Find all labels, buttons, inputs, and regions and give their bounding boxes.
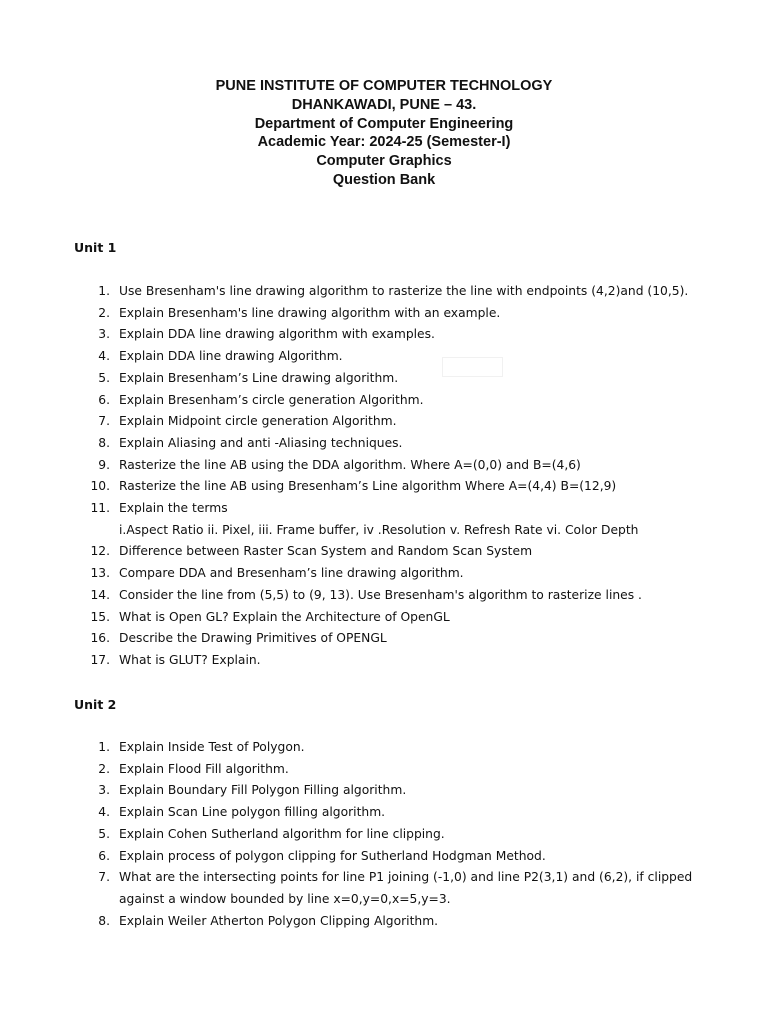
academic-year: Academic Year: 2024-25 (Semester-I)	[257, 134, 511, 151]
question-text: Explain Aliasing and anti -Aliasing techniques.	[119, 435, 403, 450]
question-number: 6.	[98, 392, 110, 407]
question-text: Explain Bresenham’s Line drawing algorithm.	[119, 370, 399, 385]
question-text: Describe the Drawing Primitives of OPENGL	[119, 631, 387, 646]
question-text: Explain process of polygon clipping for Sutherland Hodgman Method.	[119, 848, 546, 863]
question-text: Explain the terms	[119, 501, 228, 516]
question-number: 2.	[98, 305, 110, 320]
institute-name: PUNE INSTITUTE OF COMPUTER TECHNOLOGY	[215, 78, 553, 94]
question-item	[0, 541, 768, 563]
question-number: 13.	[90, 566, 110, 581]
empty-text-box	[442, 357, 503, 377]
question-text: Explain Midpoint circle generation Algorithm.	[119, 414, 397, 429]
question-text: Explain DDA line drawing Algorithm.	[119, 349, 343, 364]
question-number: 5.	[98, 370, 110, 385]
question-item	[0, 498, 768, 541]
department-name: Department of Computer Engineering	[254, 115, 514, 132]
question-text: Explain Bresenham's line drawing algorithm with an example.	[119, 305, 501, 320]
question-item	[0, 411, 768, 433]
subject-name: Computer Graphics	[316, 153, 452, 170]
question-number: 3.	[98, 783, 110, 798]
question-number: 15.	[90, 609, 110, 624]
question-item	[0, 846, 768, 868]
question-item	[0, 607, 768, 629]
question-subtext: against a window bounded by line x=0,y=0,x=5,y=3.	[119, 891, 451, 906]
question-text: What is Open GL? Explain the Architecture of OpenGL	[119, 609, 450, 624]
question-item	[0, 759, 768, 781]
question-number: 12.	[90, 544, 110, 559]
question-number: 5.	[98, 826, 110, 841]
question-item	[0, 563, 768, 585]
question-subtext: i.Aspect Ratio ii. Pixel, iii. Frame buffer, iv .Resolution v. Refresh Rate vi. Color Depth	[119, 522, 639, 537]
question-number: 10.	[90, 479, 110, 494]
question-number: 17.	[90, 652, 110, 667]
question-number: 14.	[90, 587, 110, 602]
question-text: Explain Bresenham’s circle generation Algorithm.	[119, 392, 424, 407]
institute-address: DHANKAWADI, PUNE – 43.	[291, 96, 477, 113]
question-item	[0, 650, 768, 672]
question-item	[0, 433, 768, 455]
question-text: Explain DDA line drawing algorithm with examples.	[119, 327, 435, 342]
question-item	[0, 476, 768, 498]
question-text: What are the intersecting points for line P1 joining (-1,0) and line P2(3,1) and (6,2), if clipped	[119, 870, 693, 885]
question-number: 7.	[98, 414, 110, 429]
question-item	[0, 455, 768, 477]
question-item	[0, 390, 768, 412]
question-item	[0, 780, 768, 802]
question-number: 9.	[98, 457, 110, 472]
question-item	[0, 368, 768, 390]
unit-2-heading: Unit 2	[74, 697, 117, 712]
question-item	[0, 346, 768, 368]
question-item	[0, 281, 768, 303]
question-text: Explain Inside Test of Polygon.	[119, 740, 305, 754]
question-item	[0, 867, 768, 910]
question-item	[0, 737, 768, 759]
question-number: 1.	[98, 740, 110, 754]
question-text: Consider the line from (5,5) to (9, 13). Use Bresenham's algorithm to rasterize lines .	[119, 587, 642, 602]
question-text: Rasterize the line AB using Bresenham’s Line algorithm Where A=(4,4) B=(12,9)	[119, 479, 617, 494]
question-text: Difference between Raster Scan System and Random Scan System	[119, 544, 533, 559]
unit-1-heading: Unit 1	[74, 240, 117, 255]
question-text: Explain Boundary Fill Polygon Filling algorithm.	[119, 783, 407, 798]
question-number: 3.	[98, 327, 110, 342]
unit-1-question-list	[0, 281, 768, 672]
question-item	[0, 802, 768, 824]
unit-2-question-list	[0, 737, 768, 932]
question-item	[0, 911, 768, 933]
question-text: Explain Scan Line polygon filling algorithm.	[119, 805, 386, 820]
question-number: 8.	[98, 913, 110, 928]
question-number: 4.	[98, 349, 110, 364]
question-number: 8.	[98, 435, 110, 450]
question-text: Use Bresenham's line drawing algorithm to rasterize the line with endpoints (4,2)and (10,5).	[119, 284, 689, 298]
question-item	[0, 628, 768, 650]
question-number: 6.	[98, 848, 110, 863]
question-number: 4.	[98, 805, 110, 820]
question-number: 2.	[98, 761, 110, 776]
question-item	[0, 303, 768, 325]
question-item	[0, 324, 768, 346]
document-title: Question Bank	[332, 171, 436, 188]
question-text: Explain Weiler Atherton Polygon Clipping Algorithm.	[119, 913, 439, 928]
question-text: Rasterize the line AB using the DDA algorithm. Where A=(0,0) and B=(4,6)	[119, 457, 581, 472]
question-number: 16.	[90, 631, 110, 646]
document-header	[0, 77, 768, 190]
question-number: 7.	[98, 870, 110, 885]
question-number: 1.	[98, 284, 110, 298]
question-text: What is GLUT? Explain.	[119, 652, 261, 667]
question-text: Explain Cohen Sutherland algorithm for line clipping.	[119, 826, 445, 841]
question-item	[0, 824, 768, 846]
question-text: Explain Flood Fill algorithm.	[119, 761, 289, 776]
question-number: 11.	[90, 501, 110, 516]
question-item	[0, 585, 768, 607]
question-text: Compare DDA and Bresenham’s line drawing algorithm.	[119, 566, 464, 581]
